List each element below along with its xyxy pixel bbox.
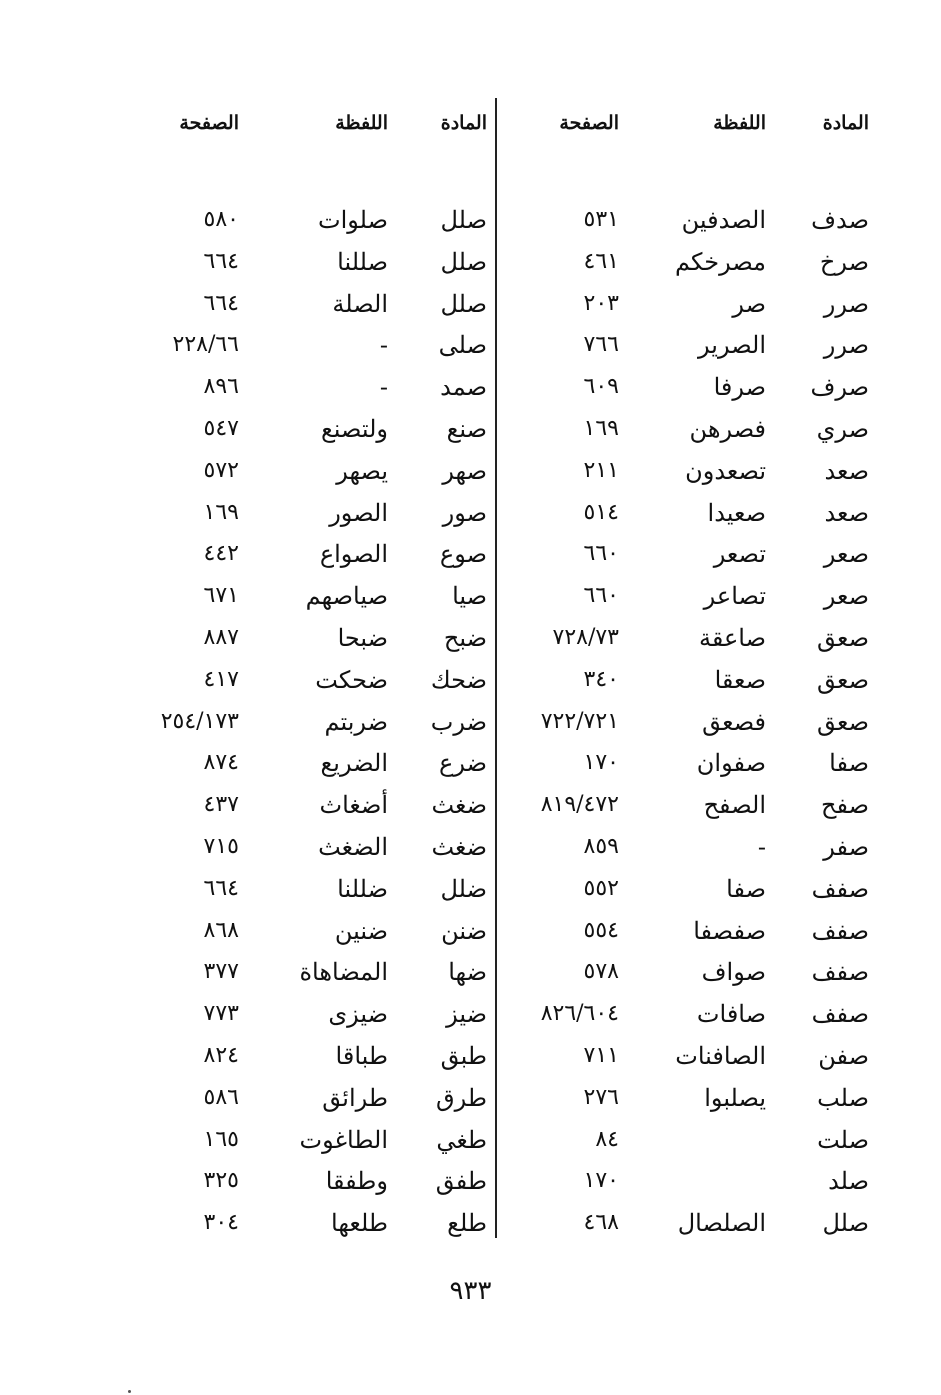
header-left-page: الصفحة <box>179 112 239 134</box>
left-material-cell: طغي <box>436 1126 487 1154</box>
right-word-cell: تصعر <box>713 540 766 568</box>
right-material-cell: صعد <box>824 499 869 527</box>
table-row <box>0 826 941 868</box>
right-page-cell: ٦٦٠ <box>583 583 619 608</box>
table-row <box>0 993 941 1035</box>
right-page-cell: ٥٣١ <box>583 207 619 232</box>
left-material-cell: طفق <box>435 1167 487 1195</box>
right-material-cell: صفا <box>829 749 869 777</box>
right-material-cell: صفف <box>811 875 869 903</box>
right-page-cell: ٥٥٤ <box>583 918 619 943</box>
left-word-cell: ضربتم <box>324 708 388 736</box>
left-page-cell: ٦٦٤ <box>203 291 239 316</box>
right-material-cell: صعر <box>823 582 869 610</box>
right-word-cell: الصرير <box>698 331 766 359</box>
left-material-cell: ضرب <box>430 708 487 736</box>
left-material-cell: طبق <box>440 1042 487 1070</box>
right-word-cell: الصافنات <box>675 1042 766 1070</box>
right-page-cell: ٧٢٢/٧٢١ <box>540 709 619 734</box>
right-page-cell: ٦٠٩ <box>583 374 619 399</box>
left-page-cell: ٤٤٢ <box>203 541 239 566</box>
left-word-cell: صلوات <box>318 206 388 234</box>
table-row <box>0 701 941 743</box>
table-row <box>0 199 941 241</box>
right-page-cell: ٢٠٣ <box>583 291 619 316</box>
left-page-cell: ١٦٥ <box>203 1127 239 1152</box>
table-row <box>0 742 941 784</box>
left-word-cell: صياصهم <box>305 582 388 610</box>
header-right-material: المادة <box>822 112 869 134</box>
right-material-cell: صفف <box>811 917 869 945</box>
table-row <box>0 241 941 283</box>
right-material-cell: صلت <box>817 1126 869 1154</box>
right-material-cell: صفح <box>820 791 869 819</box>
right-material-cell: صلد <box>828 1167 869 1195</box>
right-word-cell: صفصفا <box>693 917 766 945</box>
right-material-cell: صعق <box>817 624 869 652</box>
left-material-cell: ضيز <box>446 1000 487 1028</box>
table-row <box>0 868 941 910</box>
right-material-cell: صعر <box>823 540 869 568</box>
right-word-cell: فصرهن <box>689 415 766 443</box>
right-page-cell: ١٧٠ <box>583 1168 619 1193</box>
table-row <box>0 951 941 993</box>
left-material-cell: صلى <box>438 331 487 359</box>
left-material-cell: صنع <box>446 415 487 443</box>
right-word-cell: صعقا <box>714 666 766 694</box>
table-row <box>0 1202 941 1244</box>
right-material-cell: صعق <box>817 666 869 694</box>
left-word-cell: طرائق <box>322 1084 388 1112</box>
left-page-cell: ٦٧١ <box>203 583 239 608</box>
left-word-cell: طلعها <box>331 1209 388 1237</box>
left-material-cell: صلل <box>440 248 487 276</box>
left-page-cell: ٦٦٤ <box>203 249 239 274</box>
left-word-cell: وطفقا <box>325 1167 388 1195</box>
right-page-cell: ٥٧٨ <box>583 959 619 984</box>
left-page-cell: ٨٨٧ <box>203 625 239 650</box>
right-word-cell: مصرخكم <box>675 248 766 276</box>
right-word-cell: صافات <box>696 1000 766 1028</box>
right-word-cell: صاعقة <box>698 624 766 652</box>
right-word-cell: صفا <box>726 875 766 903</box>
right-page-cell: ٢١١ <box>583 458 619 483</box>
left-page-cell: ٢٢٨/٦٦ <box>172 332 239 357</box>
left-word-cell: الطاغوت <box>299 1126 388 1154</box>
table-row <box>0 910 941 952</box>
table-row <box>0 659 941 701</box>
right-page-cell: ٧١١ <box>583 1043 619 1068</box>
page-number: ٩٣٣ <box>449 1276 492 1306</box>
right-word-cell: صواف <box>701 958 766 986</box>
header-left-material: المادة <box>440 112 487 134</box>
right-word-cell: فصعق <box>702 708 766 736</box>
left-word-cell: الصور <box>329 499 388 527</box>
right-page-cell: ٤٦٨ <box>583 1210 619 1235</box>
left-material-cell: ضبح <box>443 624 487 652</box>
left-word-cell: طباقا <box>335 1042 388 1070</box>
left-word-cell: ضحكت <box>315 666 388 694</box>
right-page-cell: ٣٤٠ <box>583 667 619 692</box>
table-row <box>0 575 941 617</box>
left-page-cell: ٨٧٤ <box>203 750 239 775</box>
left-material-cell: ضلل <box>440 875 487 903</box>
left-material-cell: ضرع <box>439 749 487 777</box>
left-word-cell: يصهر <box>336 457 388 485</box>
left-page-cell: ٨٦٨ <box>203 918 239 943</box>
table-row <box>0 324 941 366</box>
left-page-cell: ٧٧٣ <box>203 1001 239 1026</box>
header-right-page: الصفحة <box>559 112 619 134</box>
right-word-cell: تصاعر <box>703 582 766 610</box>
left-material-cell: صلل <box>440 206 487 234</box>
scan-speck <box>128 1390 131 1393</box>
right-material-cell: صفر <box>823 833 869 861</box>
right-page-cell: ٥٥٢ <box>583 876 619 901</box>
left-material-cell: صوع <box>439 540 487 568</box>
right-material-cell: صرخ <box>819 248 869 276</box>
right-material-cell: صعق <box>817 708 869 736</box>
left-word-cell: الصلة <box>332 290 388 318</box>
left-page-cell: ٨٢٤ <box>203 1043 239 1068</box>
right-material-cell: صفف <box>811 1000 869 1028</box>
table-row <box>0 1077 941 1119</box>
right-word-cell: - <box>757 833 766 861</box>
left-word-cell: - <box>379 373 388 401</box>
table-row <box>0 784 941 826</box>
left-page-cell: ٣٢٥ <box>203 1168 239 1193</box>
left-word-cell: - <box>379 331 388 359</box>
right-page-cell: ٢٧٦ <box>583 1085 619 1110</box>
left-material-cell: صمد <box>440 373 487 401</box>
left-page-cell: ٥٨٦ <box>203 1085 239 1110</box>
left-page-cell: ٣٠٤ <box>203 1210 239 1235</box>
left-material-cell: صهر <box>442 457 487 485</box>
header-left-word: اللفظة <box>335 112 388 134</box>
left-word-cell: أضغاث <box>319 791 388 819</box>
right-material-cell: صلل <box>822 1209 869 1237</box>
left-page-cell: ٢٥٤/١٧٣ <box>160 709 239 734</box>
right-material-cell: صرر <box>823 331 869 359</box>
left-word-cell: ضللنا <box>337 875 388 903</box>
left-material-cell: ضحك <box>430 666 487 694</box>
left-word-cell: ولتصنع <box>321 415 388 443</box>
left-material-cell: صور <box>442 499 487 527</box>
table-row <box>0 366 941 408</box>
table-row <box>0 492 941 534</box>
left-word-cell: الضغث <box>318 833 388 861</box>
left-page-cell: ٥٨٠ <box>203 207 239 232</box>
right-material-cell: صعد <box>824 457 869 485</box>
left-page-cell: ٥٤٧ <box>203 416 239 441</box>
left-page-cell: ٦٦٤ <box>203 876 239 901</box>
left-word-cell: ضيزى <box>328 1000 388 1028</box>
right-word-cell: الصدفين <box>681 206 766 234</box>
right-word-cell: صرفا <box>713 373 766 401</box>
left-material-cell: صيا <box>452 582 487 610</box>
right-material-cell: صلب <box>817 1084 869 1112</box>
right-page-cell: ٤٦١ <box>583 249 619 274</box>
table-row <box>0 1035 941 1077</box>
right-material-cell: صفف <box>811 958 869 986</box>
table-row <box>0 1160 941 1202</box>
left-page-cell: ٥٧٢ <box>203 458 239 483</box>
left-page-cell: ٧١٥ <box>203 834 239 859</box>
left-material-cell: ضغث <box>431 833 487 861</box>
right-page-cell: ٦٦٠ <box>583 541 619 566</box>
table-row <box>0 1119 941 1161</box>
left-word-cell: ضنين <box>334 917 388 945</box>
right-page-cell: ١٦٩ <box>583 416 619 441</box>
table-row <box>0 533 941 575</box>
right-word-cell: الصلصال <box>677 1209 766 1237</box>
right-page-cell: ٨٢٦/٦٠٤ <box>540 1001 619 1026</box>
right-word-cell: صفوان <box>696 749 766 777</box>
right-word-cell: صعيدا <box>707 499 766 527</box>
right-page-cell: ٨١٩/٤٧٢ <box>540 792 619 817</box>
left-material-cell: ضغث <box>431 791 487 819</box>
left-word-cell: الصواع <box>319 540 388 568</box>
right-page-cell: ٨٥٩ <box>583 834 619 859</box>
left-page-cell: ٤١٧ <box>203 667 239 692</box>
right-word-cell: يصلبوا <box>704 1084 766 1112</box>
right-material-cell: صرر <box>823 290 869 318</box>
right-material-cell: صفن <box>818 1042 869 1070</box>
right-material-cell: صدف <box>811 206 869 234</box>
right-word-cell: تصعدون <box>685 457 766 485</box>
left-word-cell: المضاهاة <box>299 958 388 986</box>
left-page-cell: ٣٧٧ <box>203 959 239 984</box>
table-row <box>0 408 941 450</box>
right-page-cell: ٥١٤ <box>583 500 619 525</box>
right-page-cell: ٨٤ <box>595 1127 619 1152</box>
left-material-cell: ضها <box>448 958 487 986</box>
left-material-cell: طلع <box>447 1209 487 1237</box>
left-page-cell: ٨٩٦ <box>203 374 239 399</box>
right-material-cell: صرف <box>810 373 869 401</box>
table-row <box>0 283 941 325</box>
left-word-cell: صللنا <box>337 248 388 276</box>
left-word-cell: الضريع <box>320 749 388 777</box>
right-word-cell: الصفح <box>703 791 766 819</box>
header-right-word: اللفظة <box>713 112 766 134</box>
table-row <box>0 450 941 492</box>
left-word-cell: ضبحا <box>337 624 388 652</box>
right-material-cell: صري <box>816 415 869 443</box>
left-material-cell: ضنن <box>441 917 487 945</box>
table-row <box>0 617 941 659</box>
left-page-cell: ٤٣٧ <box>203 792 239 817</box>
left-material-cell: طرق <box>436 1084 487 1112</box>
left-material-cell: صلل <box>440 290 487 318</box>
right-word-cell: صر <box>732 290 766 318</box>
right-page-cell: ١٧٠ <box>583 750 619 775</box>
right-page-cell: ٧٢٨/٧٣ <box>552 625 619 650</box>
right-page-cell: ٧٦٦ <box>583 332 619 357</box>
left-page-cell: ١٦٩ <box>203 500 239 525</box>
